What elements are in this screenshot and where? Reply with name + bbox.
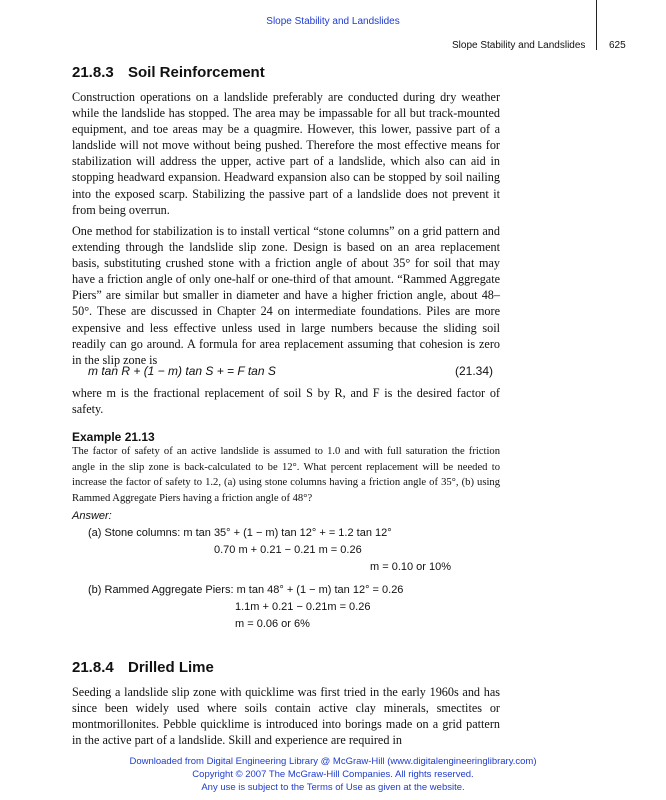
section-title: Drilled Lime bbox=[128, 659, 214, 676]
section-number: 21.8.4 bbox=[72, 659, 114, 676]
paragraph: One method for stabilization is to install vertical “stone columns” on a grid pattern and extending through the landslide slip zone. Design is based on an area replacement basis, substituting crushed stone with a friction angle of about 35° for soil that may have a friction angle of only one-half or one-third of that amount. “Rammed Aggregate Piers” are similar but smaller in diameter and have a higher friction angle, about 48–50°. These are discussed in Chapter 24 on intermediate foundations. Piles are more expensive and less effective unless used in large numbers because the sliding soil readily can go around. A formula for area replacement assuming that cohesion is zero in the slip zone is bbox=[72, 224, 500, 367]
section-title: Soil Reinforcement bbox=[128, 64, 265, 81]
header-rule bbox=[596, 0, 597, 50]
answer-b-line-2: 1.1m + 0.21 − 0.21m = 0.26 bbox=[235, 601, 371, 613]
top-source-link[interactable]: Slope Stability and Landslides bbox=[266, 16, 400, 27]
answer-b-line-3: m = 0.06 or 6% bbox=[235, 618, 310, 630]
section-heading-drilled-lime bbox=[72, 659, 214, 676]
equation-number: (21.34) bbox=[455, 364, 494, 378]
section-heading-soil-reinforcement bbox=[72, 64, 265, 81]
answer-a-line-1: (a) Stone columns: m tan 35° + (1 − m) tan 12° + = 1.2 tan 12° bbox=[88, 527, 392, 539]
paragraph: where m is the fractional replacement of soil S by R, and F is the desired factor of safety. bbox=[72, 386, 500, 417]
paragraph: Construction operations on a landslide preferably are conducted during dry weather while the landslide has stopped. The area may be impassable for all but track-mounted equipment, and toe areas may be a quagmire. However, this lower, passive part of a landslide will not move without being pushed. Therefore the most effective means for stabilization will address the upper, active part of a landslide, which also can aid in stopping headward expansion. Headward expansion also can be stopped by soil nailing into the exposed scarp. Stabilizing the passive part of a landslide does not prevent it from being overrun. bbox=[72, 90, 500, 217]
footer bbox=[0, 755, 666, 794]
answer-label: Answer: bbox=[72, 510, 112, 522]
paragraph: Seeding a landslide slip zone with quicklime was first tried in the early 1960s and has since been widely used where soils contain active clay minerals, smectites or montmorillonites. Pebble quicklime is introduced into borings made on a grid pattern in the active part of a landslide. Skill and experience are required in bbox=[72, 685, 500, 748]
equation: m tan R + (1 − m) tan S + = F tan S bbox=[88, 364, 276, 378]
example-text: The factor of safety of an active landslide is assumed to 1.0 and with full saturation the friction angle in the slip zone is back-calculated to be 12°. What percent replacement will be needed to increase the factor of safety to 1.2, (a) using stone columns having a friction angle of 35°, (b) using Rammed Aggregate Piers having a friction angle of 48°? bbox=[72, 446, 500, 504]
footer-copyright: Copyright © 2007 The McGraw-Hill Companies. All rights reserved. bbox=[192, 769, 474, 780]
answer-b-line-1: (b) Rammed Aggregate Piers: m tan 48° + (1 − m) tan 12° = 0.26 bbox=[88, 584, 404, 596]
footer-download-link[interactable]: Downloaded from Digital Engineering Library @ McGraw-Hill (www.digitalengineeringlibrary.com) bbox=[129, 756, 537, 767]
section-number: 21.8.3 bbox=[72, 64, 114, 81]
example-title: Example 21.13 bbox=[72, 430, 155, 444]
footer-terms: Any use is subject to the Terms of Use as given at the website. bbox=[201, 782, 465, 793]
answer-a-line-3: m = 0.10 or 10% bbox=[370, 561, 452, 573]
page-number: 625 bbox=[609, 40, 626, 51]
answer-a-line-2: 0.70 m + 0.21 − 0.21 m = 0.26 bbox=[214, 544, 362, 556]
running-head: Slope Stability and Landslides bbox=[452, 40, 586, 51]
